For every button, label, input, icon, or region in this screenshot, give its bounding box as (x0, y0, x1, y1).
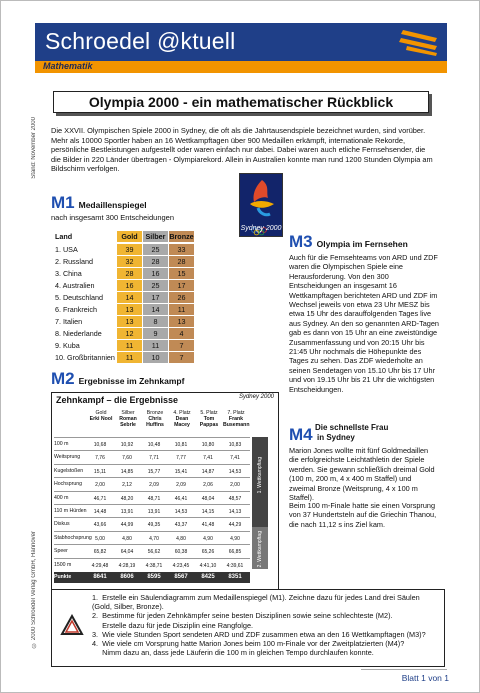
medal-silver: 14 (143, 304, 168, 315)
decathlon-table (51, 392, 279, 590)
event-result: 10,83 (228, 442, 242, 448)
event-result: 4,70 (149, 535, 159, 542)
event-result: 14,53 (174, 509, 188, 515)
task-item: 4. Wie viele cm Vorsprung hatte Marion Jones beim 100 m-Finale vor der Zweitplatzierten (M4)? (92, 639, 405, 649)
athlete-header (88, 410, 114, 422)
event-result: 2,06 (203, 482, 213, 489)
event-result: 13,91 (147, 509, 161, 515)
athlete-header (142, 410, 168, 428)
athlete-header (115, 410, 141, 428)
task-item: 3. Wie viele Stunden Sport sendeten ARD und ZDF zusammen etwa an den 16 Wettkampftagen (M3)? (92, 629, 426, 639)
event-result: 2,12 (122, 482, 132, 489)
event-result: 65,82 (93, 549, 107, 556)
medal-gold: 32 (117, 256, 142, 267)
medal-bronze: 33 (169, 244, 194, 255)
medal-country: 8. Niederlande (55, 329, 102, 338)
medal-silver: 25 (143, 280, 168, 291)
athlete-place: Silber (121, 410, 135, 416)
event-name: Speer (54, 548, 68, 555)
header-bar (35, 23, 447, 61)
day1-band (252, 437, 268, 527)
day2-band (252, 527, 268, 569)
event-result: 10,81 (174, 442, 188, 448)
m1-subtitle: nach insgesamt 300 Entscheidungen (51, 213, 175, 222)
event-result: 46,41 (174, 495, 188, 502)
medal-silver: 9 (143, 328, 168, 339)
athlete-place: 7. Platz (227, 410, 245, 416)
task-item: Erstelle dazu für jede Disziplin eine Rangfolge. (92, 620, 254, 630)
total-points: 8351 (228, 574, 242, 580)
m4-title (315, 423, 388, 442)
medal-country: 4. Australien (55, 281, 95, 290)
event-result: 10,48 (147, 442, 161, 448)
event-row (54, 477, 250, 491)
event-result: 49,35 (147, 522, 161, 529)
medal-gold: 11 (117, 352, 142, 363)
event-name: 400 m (54, 494, 69, 501)
event-result: 4:23,45 (172, 562, 190, 569)
medal-silver: 8 (143, 316, 168, 327)
points-label: Punkte (54, 574, 72, 580)
event-result: 4:38,71 (145, 562, 163, 569)
event-result: 48,57 (228, 495, 242, 502)
logo-caption: Sydney 2000 (240, 225, 282, 232)
event-result: 14,53 (228, 468, 242, 475)
athlete-name: Frank Busemann (223, 416, 250, 428)
event-result: 56,62 (147, 549, 161, 556)
event-result: 2,09 (149, 482, 159, 489)
total-points: 8425 (201, 574, 215, 580)
medal-gold: 13 (117, 316, 142, 327)
event-row (54, 531, 250, 545)
medal-bronze: 13 (169, 316, 194, 327)
event-result: 4:29,48 (91, 562, 109, 569)
event-result: 14,15 (201, 509, 215, 515)
event-result: 60,38 (174, 549, 188, 556)
event-result: 10,92 (120, 442, 134, 448)
event-result: 4,80 (122, 535, 132, 542)
event-result: 43,37 (174, 522, 188, 529)
brand-title: Schroedel @ktuell (45, 28, 236, 54)
event-result: 7,60 (122, 455, 132, 462)
m4-heading (289, 425, 313, 445)
event-result: 7,77 (176, 455, 186, 462)
athlete-place: 5. Platz (200, 410, 218, 416)
task-item: 1. Erstelle ein Säulendiagramm zum Medaillenspiegel (M1). Zeichne dazu für jedes Land drei Säulen (Gold, Silber, Bronze). (92, 593, 422, 612)
m4-number: M4 (289, 425, 313, 444)
event-name: Stabhochsprung (54, 534, 92, 541)
event-name: 110 m Hürden (54, 508, 87, 514)
total-points: 8641 (93, 574, 107, 580)
task-item: 2. Bestimme für jeden Zehnkämpfer seine besten Disziplinen sowie seine schlechteste (M2). (92, 611, 393, 621)
event-row (54, 517, 250, 531)
m1-number: M1 (51, 193, 75, 212)
m3-title: Olympia im Fernsehen (316, 239, 408, 249)
event-row (54, 450, 250, 464)
header-silver: Silber (143, 231, 168, 242)
event-result: 15,77 (147, 468, 161, 475)
event-result: 46,71 (93, 495, 107, 502)
event-result: 7,41 (203, 455, 213, 462)
medal-country: 9. Kuba (55, 341, 80, 350)
m4-text-2: Beim 100 m-Finale hatte sie einen Vorsprung von 37 Hundertsteln auf die Griechin Thanou, die nach 11,12 s ins Ziel kam. (289, 501, 437, 529)
medal-bronze: 26 (169, 292, 194, 303)
side-copyright: © 2000 Schroedel Verlag GmbH, Hannover (31, 531, 37, 648)
medal-bronze: 11 (169, 304, 194, 315)
task-triangle-icon (60, 614, 84, 636)
event-name: 100 m (54, 441, 69, 447)
m1-heading (51, 193, 147, 213)
event-result: 10,80 (201, 442, 215, 448)
m3-text: Auch für die Fernsehteams von ARD und ZDF waren die Olympischen Spiele eine Herausforderung. Von den 300 Entscheidungen an insgesamt 16 Wettkampftagen berichteten ARD und ZDF im Wechsel jeweils von etwa 23 Uhr MESZ bis etwa 15 Uhr des darauffolgenden Tages live aus Sydney. An den so genannten ARD-Tagen gab es dann von 15 Uhr an eine zweistündige Zusammenfassung und von 20:15 Uhr bis 21:45 Uhr nochmals die Höhepunkte des Tages zu sehen. Das ZDF wiederholte an seinen Sendetagen von 15.10 Uhr bis 17 Uhr und von 19.15 Uhr bis 21 Uhr die wichtigsten Entscheidungen. (289, 253, 439, 394)
medal-bronze: 7 (169, 352, 194, 363)
task-item: Nimm dazu an, dass jede Läuferin die 100 m in gleichen Tempo durchlaufen konnte. (92, 648, 374, 658)
event-name: Kugelstoßen (54, 467, 84, 474)
event-result: 5,00 (95, 535, 105, 542)
event-row (54, 464, 250, 478)
medal-silver: 16 (143, 268, 168, 279)
m2-heading (51, 369, 184, 389)
event-result: 14,87 (201, 468, 215, 475)
day1-label: 1. Wettkampftag (257, 457, 263, 494)
medal-bronze: 7 (169, 340, 194, 351)
intro-text: Die XXVII. Olympischen Spiele 2000 in Sydney, die oft als die Jahrtausendspiele bezeichnet wurden, sind vorüber. Mehr als 10000 Sportler haben an 16 Wettkampftagen über 900 Medaillen erkämpft, internationale Rekorde, persönliche Bestleistungen aufgestellt oder waren einfach nur dabei. Dabei waren auch etliche Fernsehsender, die die Bilder in 220 Länder übertragen - Olympiarekord. Allein in Australien konnte man rund 1200 Stunden Olympia am Bildschirm verfolgen. (51, 126, 433, 174)
event-result: 14,48 (93, 509, 107, 515)
event-result: 15,41 (174, 468, 188, 475)
m4-title-line1: Die schnellste Frau (315, 423, 389, 432)
event-result: 7,41 (230, 455, 240, 462)
event-result: 44,29 (228, 522, 242, 529)
stripes-icon (397, 28, 441, 56)
event-row (54, 504, 250, 518)
athlete-place: 4. Platz (173, 410, 191, 416)
event-name: Hochsprung (54, 481, 82, 488)
points-row (54, 572, 250, 583)
event-result: 48,71 (147, 495, 161, 502)
medal-country: 1. USA (55, 245, 78, 254)
medal-silver: 10 (143, 352, 168, 363)
tasks-box (51, 589, 445, 667)
medal-silver: 25 (143, 244, 168, 255)
event-result: 7,71 (149, 455, 159, 462)
page-title: Olympia 2000 - ein mathematischer Rückblick (53, 91, 429, 113)
m4-title-line2: in Sydney (317, 432, 355, 442)
m4-text-1: Marion Jones wollte mit fünf Goldmedaillen die erfolgreichste Leichtathletin der Spiele werden. Sie gewann schließlich dreimal Gold (100 m, 200 m, 4 x 400 m Staffel) und zweimal Bronze (Weitsprung, 4 x 100 m Staffel). (289, 446, 435, 503)
medal-gold: 16 (117, 280, 142, 291)
header-land: Land (55, 232, 73, 241)
m1-title: Medaillenspiegel (78, 200, 147, 210)
athlete-header (223, 410, 249, 428)
event-result: 2,09 (176, 482, 186, 489)
athlete-name: Chris Huffins (146, 416, 164, 428)
total-points: 8606 (120, 574, 134, 580)
event-result: 64,04 (120, 549, 134, 556)
event-row (54, 558, 250, 572)
athlete-name: Tom Pappas (199, 416, 219, 428)
athlete-header (196, 410, 222, 428)
medal-country: 3. China (55, 269, 82, 278)
athlete-name: Erki Nool (89, 416, 113, 422)
event-result: 48,04 (201, 495, 215, 502)
event-result: 4:28,19 (118, 562, 136, 569)
total-points: 8567 (174, 574, 188, 580)
medal-bronze: 28 (169, 256, 194, 267)
medal-gold: 28 (117, 268, 142, 279)
event-result: 2,00 (230, 482, 240, 489)
event-result: 41,48 (201, 522, 215, 529)
medal-bronze: 4 (169, 328, 194, 339)
medal-gold: 13 (117, 304, 142, 315)
m2-number: M2 (51, 369, 75, 388)
m2-title: Ergebnisse im Zehnkampf (78, 376, 185, 386)
athlete-name: Dean Macey (174, 416, 190, 428)
medal-country: 6. Frankreich (55, 305, 97, 314)
medal-bronze: 15 (169, 268, 194, 279)
event-result: 14,13 (228, 509, 242, 515)
event-result: 48,20 (120, 495, 134, 502)
event-result: 44,99 (120, 522, 134, 529)
event-name: Weitsprung (54, 454, 81, 461)
event-result: 14,85 (120, 468, 134, 475)
event-result: 4,90 (230, 535, 240, 542)
medal-gold: 14 (117, 292, 142, 303)
event-result: 7,76 (95, 455, 105, 462)
medal-country: 10. Großbritannien (55, 353, 115, 362)
athlete-place: Gold (95, 410, 107, 416)
event-result: 66,85 (228, 549, 242, 556)
header-bronze: Bronze (169, 232, 194, 241)
event-result: 4:39,61 (226, 562, 244, 569)
event-result: 43,66 (93, 522, 107, 529)
subject-bar (35, 61, 447, 73)
athlete-header (169, 410, 195, 428)
footer-divider (361, 669, 447, 670)
task-list (92, 593, 440, 657)
medal-silver: 11 (143, 340, 168, 351)
header-gold: Gold (117, 231, 142, 242)
event-result: 10,68 (93, 442, 107, 448)
medal-gold: 12 (117, 328, 142, 339)
event-result: 4:41,10 (199, 562, 217, 569)
event-result: 4,80 (176, 535, 186, 542)
event-result: 2,00 (95, 482, 105, 489)
page-footer: Blatt 1 von 1 (401, 673, 449, 683)
medal-bronze: 17 (169, 280, 194, 291)
medal-country: 7. Italien (55, 317, 83, 326)
event-name: 1500 m (54, 561, 72, 568)
medal-gold: 11 (117, 340, 142, 351)
side-date: Stand: November 2000 (31, 117, 37, 179)
medal-gold: 39 (117, 244, 142, 255)
decathlon-table-logo: Sydney 2000 (238, 394, 274, 400)
subject-label: Mathematik (43, 61, 93, 71)
event-result: 15,11 (93, 468, 107, 475)
total-points: 8595 (147, 574, 161, 580)
medal-country: 5. Deutschland (55, 293, 103, 302)
event-result: 65,26 (201, 549, 215, 556)
event-row (54, 544, 250, 558)
m3-heading (289, 232, 408, 252)
event-name: Diskus (54, 521, 70, 528)
event-row (54, 491, 250, 505)
event-result: 4,90 (203, 535, 213, 542)
event-result: 13,91 (120, 509, 134, 515)
decathlon-table-title: Zehnkampf – die Ergebnisse (56, 395, 179, 405)
day2-label: 2. Wettkampftag (257, 531, 263, 568)
athlete-name: Roman Sebrle (119, 416, 137, 428)
medal-country: 2. Russland (55, 257, 93, 266)
medal-silver: 28 (143, 256, 168, 267)
event-row (54, 437, 250, 451)
m3-number: M3 (289, 232, 313, 251)
athlete-place: Bronze (146, 410, 164, 416)
medal-silver: 17 (143, 292, 168, 303)
